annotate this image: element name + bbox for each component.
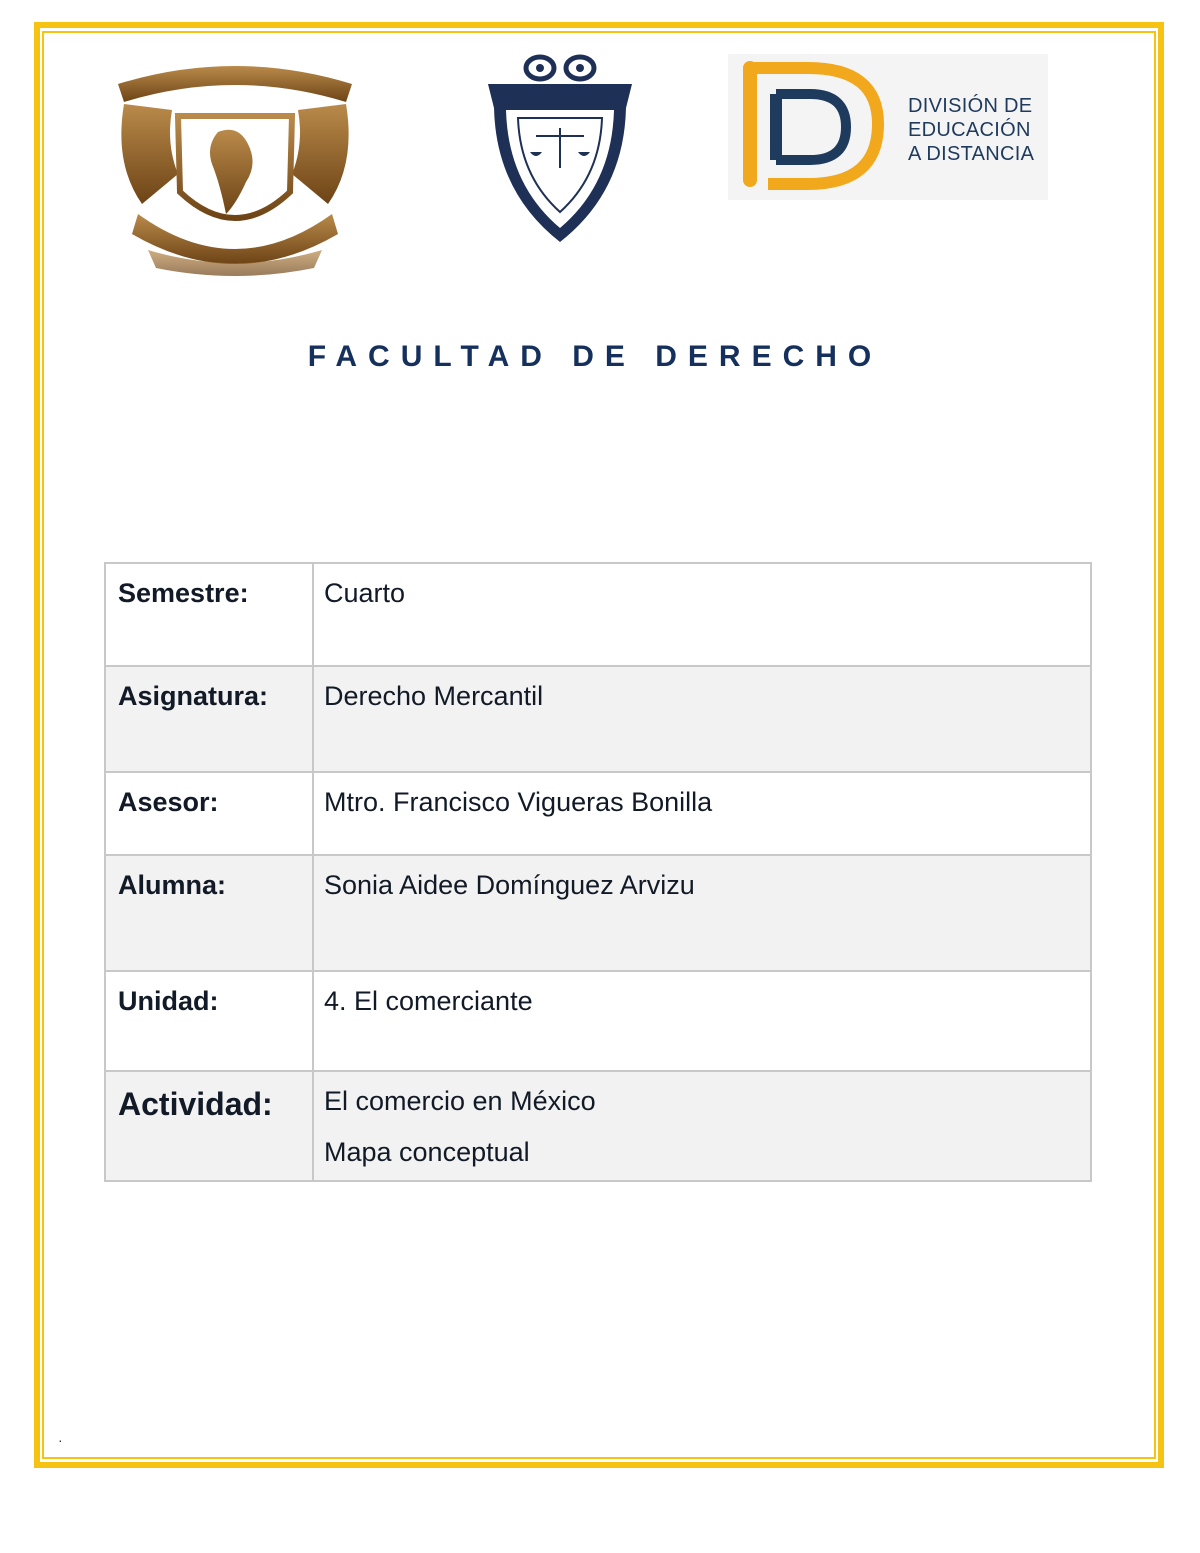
footer-mark: · xyxy=(58,1432,63,1448)
unam-seal-logo xyxy=(108,54,362,276)
value-semestre: Cuarto xyxy=(313,563,1091,666)
label-alumna: Alumna: xyxy=(105,855,313,971)
ded-line-3: A DISTANCIA xyxy=(908,143,1035,165)
table-row-asignatura xyxy=(105,666,1091,772)
page-title: FACULTAD DE DERECHO xyxy=(307,340,883,373)
label-semestre: Semestre: xyxy=(105,563,313,666)
label-actividad: Actividad: xyxy=(105,1071,313,1181)
value-alumna: Sonia Aidee Domínguez Arvizu xyxy=(313,855,1091,971)
value-asignatura: Derecho Mercantil xyxy=(313,666,1091,772)
table-row-unidad xyxy=(105,971,1091,1071)
label-unidad: Unidad: xyxy=(105,971,313,1071)
value-actividad: El comercio en México xyxy=(324,1086,596,1116)
label-asesor: Asesor: xyxy=(105,772,313,855)
value-actividad-cell xyxy=(313,1071,1091,1181)
info-table xyxy=(104,562,1092,1182)
table-row-actividad xyxy=(105,1071,1091,1181)
label-asignatura: Asignatura: xyxy=(105,666,313,772)
ded-logo xyxy=(728,54,1048,200)
table-row-asesor xyxy=(105,772,1091,855)
table-row-semestre xyxy=(105,563,1091,666)
value-unidad: 4. El comerciante xyxy=(313,971,1091,1071)
facultad-derecho-shield-logo xyxy=(484,52,636,246)
value-actividad-2: Mapa conceptual xyxy=(324,1137,530,1167)
table-row-alumna xyxy=(105,855,1091,971)
value-asesor: Mtro. Francisco Vigueras Bonilla xyxy=(313,772,1091,855)
ded-line-1: DIVISIÓN DE xyxy=(908,95,1033,117)
ded-line-2: EDUCACIÓN xyxy=(908,119,1031,141)
